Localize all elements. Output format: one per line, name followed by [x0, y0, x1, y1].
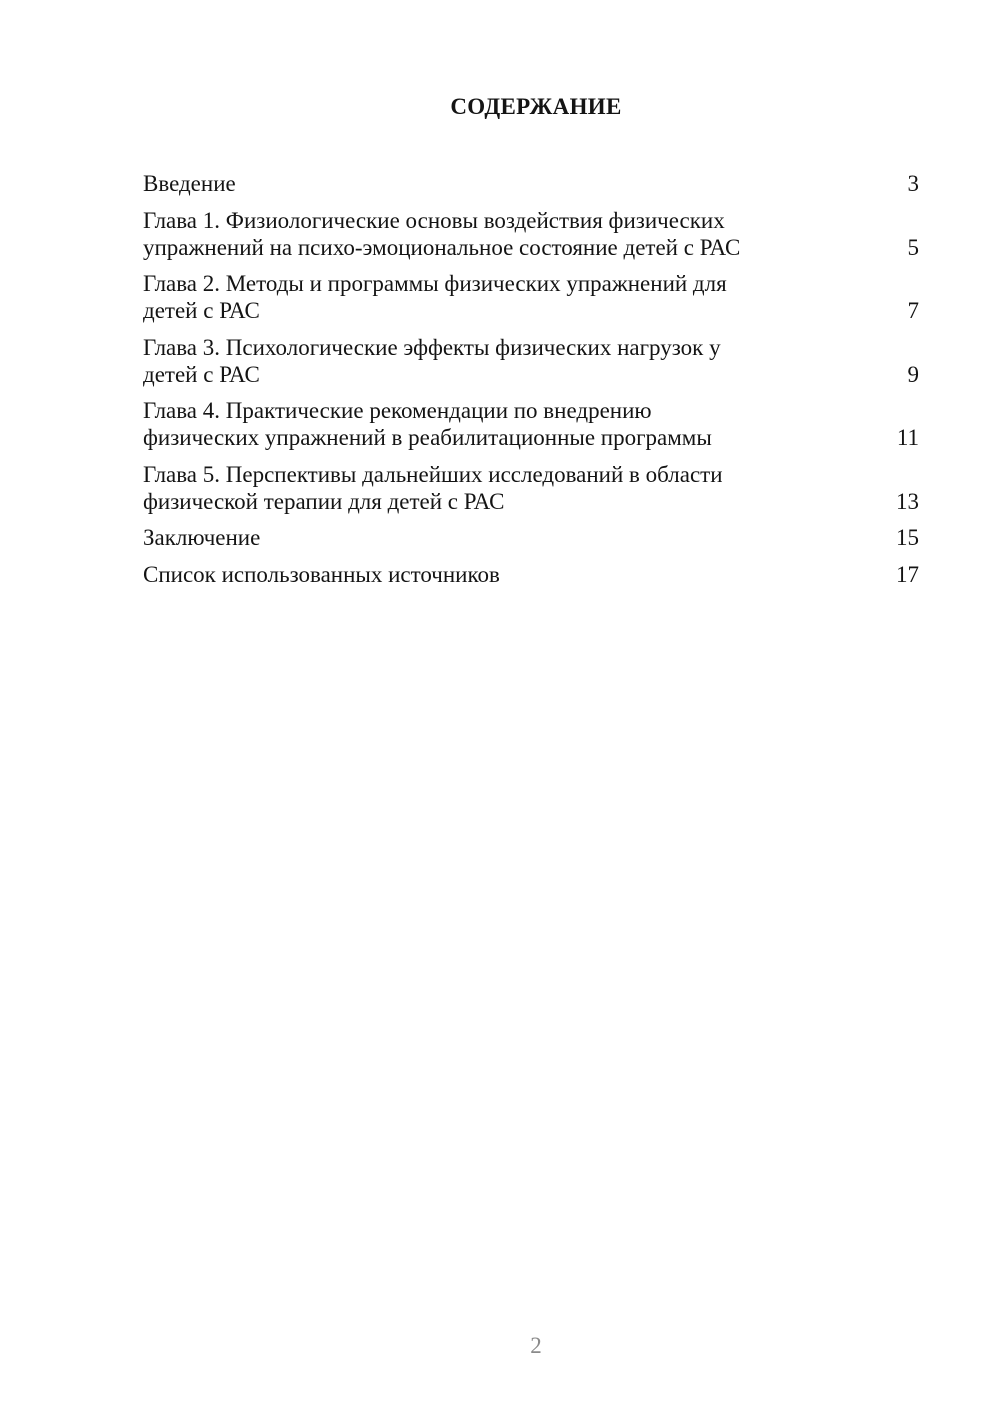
toc-entry-page: 17 [896, 561, 919, 587]
toc-entry-line: Глава 2. Методы и программы физических упражнений для [143, 271, 727, 296]
toc-entry-line: Введение [143, 171, 236, 196]
toc-entry-page: 11 [896, 425, 919, 450]
toc-entry-text [143, 170, 803, 197]
toc-entry-text [143, 207, 803, 261]
toc-entry-chapter-2 [143, 270, 919, 324]
toc-entry-text [143, 561, 803, 588]
toc-entry-text [143, 397, 803, 451]
toc-entry-line: детей с РАС [143, 298, 260, 323]
toc-entry-line: физической терапии для детей с РАС [143, 488, 505, 514]
toc-entry-page: 5 [907, 234, 919, 260]
toc-entry-introduction [143, 170, 919, 197]
toc-entry-page: 13 [896, 488, 919, 514]
toc-entry-chapter-5 [143, 461, 919, 515]
toc-entry-conclusion [143, 524, 919, 551]
page-number: 2 [530, 1333, 542, 1358]
toc-entry-text [143, 334, 803, 388]
toc-entry-line: упражнений на психо-эмоциональное состояние детей с РАС [143, 234, 741, 260]
toc-entry-chapter-1 [143, 207, 919, 261]
toc-entry-references [143, 561, 919, 588]
toc-entry-line: Глава 4. Практические рекомендации по внедрению [143, 398, 652, 423]
toc-entry-page: 15 [896, 525, 919, 550]
toc-entry-line: Список использованных источников [143, 561, 500, 587]
page-title: СОДЕРЖАНИЕ [450, 94, 622, 119]
toc-entry-text [143, 270, 803, 324]
toc-entry-line: Глава 3. Психологические эффекты физических нагрузок у [143, 334, 721, 360]
toc-entry-line: Глава 5. Перспективы дальнейших исследований в области [143, 461, 723, 487]
toc-entry-line: Глава 1. Физиологические основы воздействия физических [143, 207, 725, 233]
toc-entry-chapter-3 [143, 334, 919, 388]
toc-entry-text [143, 461, 803, 515]
toc-entry-line: Заключение [143, 525, 261, 550]
toc-entry-line: физических упражнений в реабилитационные программы [143, 425, 712, 450]
toc-entry-page: 7 [907, 298, 919, 323]
toc-entry-page: 9 [907, 361, 919, 387]
toc-entry-line: детей с РАС [143, 361, 260, 387]
table-of-contents [143, 170, 919, 597]
toc-entry-page: 3 [907, 171, 919, 196]
toc-entry-text [143, 524, 803, 551]
toc-entry-chapter-4 [143, 397, 919, 451]
